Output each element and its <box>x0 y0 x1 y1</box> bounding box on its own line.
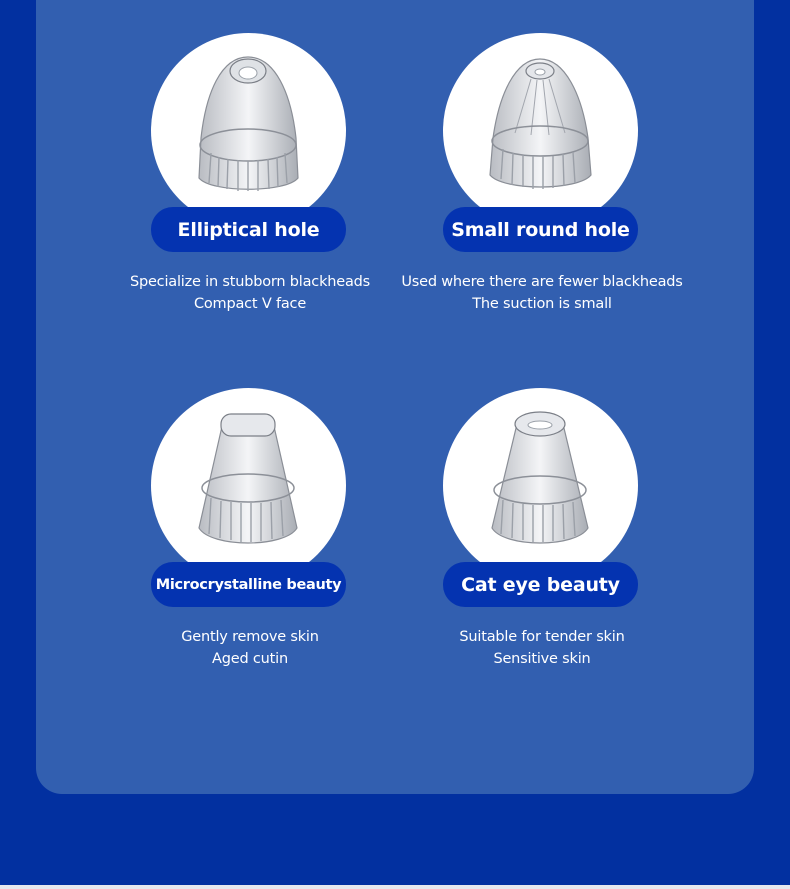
product-card-elliptical-hole <box>100 33 400 333</box>
item-title-pill: Cat eye beauty <box>443 562 638 607</box>
suction-head-image <box>151 33 346 228</box>
item-title-pill: Small round hole <box>443 207 638 252</box>
microcrystalline-suction-head-icon <box>151 388 346 583</box>
item-title-pill: Elliptical hole <box>151 207 346 252</box>
small-round-suction-head-icon <box>443 33 638 228</box>
description-line: Sensitive skin <box>493 651 591 667</box>
item-description <box>80 271 420 315</box>
bottom-divider <box>0 885 790 889</box>
description-line: Compact V face <box>193 296 307 312</box>
description-line: Aged cutin <box>212 651 288 667</box>
item-description <box>80 626 420 670</box>
suction-head-image <box>443 33 638 228</box>
description-line: Gently remove skin <box>181 629 319 645</box>
cat-eye-suction-head-icon <box>443 388 638 583</box>
description-line: Used where there are fewer blackheads <box>401 274 683 290</box>
suction-head-image <box>151 388 346 583</box>
product-card-microcrystalline-beauty <box>100 388 400 688</box>
description-line: Suitable for tender skin <box>459 629 625 645</box>
product-card-small-round-hole <box>392 33 692 333</box>
item-description <box>372 271 712 315</box>
item-title-pill: Microcrystalline beauty <box>151 562 346 607</box>
product-card-cat-eye-beauty <box>392 388 692 688</box>
description-line: The suction is small <box>472 296 612 312</box>
description-line: Specialize in stubborn blackheads <box>129 274 371 290</box>
suction-head-image <box>443 388 638 583</box>
elliptical-suction-head-icon <box>151 33 346 228</box>
item-description <box>372 626 712 670</box>
